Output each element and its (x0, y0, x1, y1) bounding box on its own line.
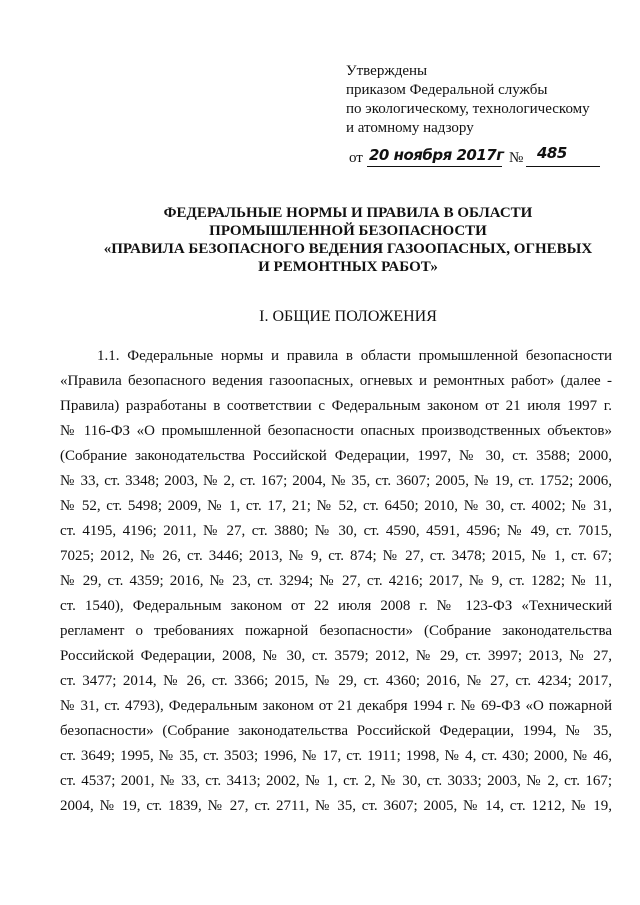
paragraph-line: ст. 4195, 4196; 2011, № 27, ст. 3880; № 30, ст. 4590, 4591, 4596; № 49, ст. 7015, (60, 523, 612, 539)
number-underline (526, 166, 600, 167)
title-line: И РЕМОНТНЫХ РАБОТ» (258, 259, 438, 275)
approval-block (346, 62, 590, 138)
paragraph-line: ст. 3477; 2014, № 26, ст. 3366; 2015, № 29, ст. 4360; 2016, № 27, ст. 4234; 2017, (60, 673, 612, 689)
paragraph-line: ст. 3649; 1995, № 35, ст. 3503; 1996, № 17, ст. 1911; 1998, № 4, ст. 430; 2000, № 46, (60, 748, 612, 764)
approval-line: Утверждены (346, 63, 428, 79)
paragraph-line: безопасности» (Собрание законодательства Российской Федерации, 1994, № 35, (60, 723, 612, 739)
paragraph-line: (Собрание законодательства Российской Федерации, 1997, № 30, ст. 3588; 2000, (60, 448, 612, 464)
order-date-prefix: от (349, 150, 363, 166)
paragraph-line: Правила) разработаны в соответствии с Федеральным законом от 21 июля 1997 г. (60, 398, 612, 414)
paragraph-line: Российской Федерации, 2008, № 30, ст. 3579; 2012, № 29, ст. 3997; 2013, № 27, (60, 648, 612, 664)
title-line: ПРОМЫШЛЕННОЙ БЕЗОПАСНОСТИ (209, 223, 487, 239)
paragraph-line: № 31, ст. 4793), Федеральным законом от 21 декабря 1994 г. № 69-ФЗ «О пожарной (60, 698, 612, 714)
approval-line: приказом Федеральной службы (346, 82, 548, 98)
paragraph-line: «Правила безопасного ведения газоопасных, огневых и ремонтных работ» (далее - (60, 373, 612, 389)
paragraph-1-1 (60, 344, 612, 819)
paragraph-line: № 52, ст. 5498; 2009, № 1, ст. 17, 21; № 52, ст. 6450; 2010, № 30, ст. 4002; № 31, (60, 498, 612, 514)
date-underline (367, 166, 502, 167)
paragraph-line: № 116-ФЗ «О промышленной безопасности опасных производственных объектов» (60, 423, 612, 439)
approval-line: по экологическому, технологическому (346, 101, 590, 117)
paragraph-line: ст. 4537; 2001, № 33, ст. 3413; 2002, № 1, ст. 2, № 30, ст. 3033; 2003, № 2, ст. 167; (60, 773, 612, 789)
approval-line: и атомному надзору (346, 120, 474, 136)
paragraph-line: 2004, № 19, ст. 1839, № 27, ст. 2711, № 35, ст. 3607; 2005, № 14, ст. 1212, № 19, (60, 798, 612, 814)
paragraph-line: ст. 1540), Федеральным законом от 22 июля 2008 г. № 123-ФЗ «Технический (60, 598, 612, 614)
section-heading: I. ОБЩИЕ ПОЛОЖЕНИЯ (259, 308, 437, 325)
order-number-prefix: № (509, 150, 524, 166)
paragraph-line: 1.1. Федеральные нормы и правила в области промышленной безопасности (97, 348, 612, 364)
title-line: «ПРАВИЛА БЕЗОПАСНОГО ВЕДЕНИЯ ГАЗООПАСНЫХ, ОГНЕВЫХ (103, 241, 593, 257)
paragraph-line: № 33, ст. 3348; 2003, № 2, ст. 167; 2004, № 35, ст. 3607; 2005, № 19, ст. 1752; 2006, (60, 473, 612, 489)
paragraph-line: 7025; 2012, № 26, ст. 3446; 2013, № 9, ст. 874; № 27, ст. 3478; 2015, № 1, ст. 67; (60, 548, 612, 564)
title-line: ФЕДЕРАЛЬНЫЕ НОРМЫ И ПРАВИЛА В ОБЛАСТИ (163, 205, 533, 221)
order-date-handwritten: 20 ноября 2017г (369, 146, 504, 164)
paragraph-line: № 29, ст. 4359; 2016, № 23, ст. 3294; № 27, ст. 4216; 2017, № 9, ст. 1282; № 11, (60, 573, 612, 589)
document-title (60, 204, 636, 276)
order-number-handwritten: 485 (537, 144, 567, 162)
paragraph-line: регламент о требованиях пожарной безопасности» (Собрание законодательства (60, 623, 612, 639)
order-date-number (349, 146, 609, 170)
